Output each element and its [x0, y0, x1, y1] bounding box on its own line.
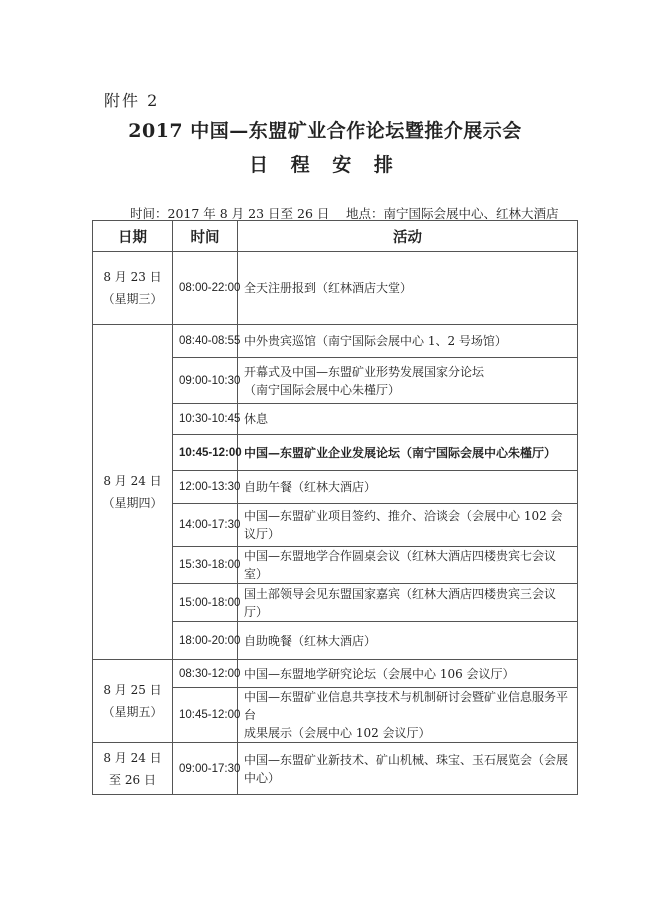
header-date: 日期	[93, 221, 173, 252]
weekday-line: （星期三）	[102, 292, 163, 306]
weekday-line: （星期五）	[102, 705, 163, 719]
time-cell: 09:00-10:30	[173, 358, 238, 404]
activity-cell	[238, 404, 578, 435]
time-cell: 08:00-22:00	[173, 252, 238, 325]
activity-cell	[238, 504, 578, 547]
table-row	[93, 325, 578, 358]
header-time: 时间	[173, 221, 238, 252]
activity-line: 自助午餐（红林大酒店）	[244, 480, 377, 494]
activity-cell	[238, 471, 578, 504]
schedule-table	[92, 220, 578, 795]
time-cell: 10:45-12:00	[173, 688, 238, 743]
time-cell: 09:00-17:30	[173, 743, 238, 795]
table-row	[93, 743, 578, 795]
activity-cell	[238, 688, 578, 743]
activity-cell	[238, 584, 578, 622]
time-cell: 10:30-10:45	[173, 404, 238, 435]
date-line: 8 月 24 日	[103, 474, 162, 488]
attachment-label: 附件 2	[104, 91, 160, 110]
date-line: 8 月 25 日	[103, 683, 162, 697]
activity-cell	[238, 743, 578, 795]
time-cell: 18:00-20:00	[173, 622, 238, 660]
page-title: 2017 中国—东盟矿业合作论坛暨推介展示会	[128, 120, 522, 142]
weekday-line: （星期四）	[102, 496, 163, 510]
activity-line: 中国—东盟地学研究论坛（会展中心 106 会议厅）	[244, 666, 515, 681]
time-info: 时间：2017 年 8 月 23 日至 26 日	[130, 206, 330, 221]
activity-cell	[238, 622, 578, 660]
table-row	[93, 660, 578, 688]
activity-cell	[238, 325, 578, 358]
table-row	[93, 252, 578, 325]
activity-line: 开幕式及中国—东盟矿业形势发展国家分论坛	[244, 364, 485, 379]
activity-line: 中国—东盟矿业项目签约、推介、洽谈会（会展中心 102 会议厅）	[244, 509, 563, 541]
table-header-row	[93, 221, 578, 252]
activity-line: 自助晚餐（红林大酒店）	[244, 633, 377, 648]
place-info: 地点：南宁国际会展中心、红林大酒店	[346, 206, 559, 221]
activity-cell	[238, 358, 578, 404]
time-cell: 08:40-08:55	[173, 325, 238, 358]
activity-cell	[238, 547, 578, 584]
date-cell	[93, 743, 173, 795]
activity-line: 中国—东盟矿业企业发展论坛（南宁国际会展中心朱槿厅）	[244, 445, 557, 460]
activity-line: 休息	[244, 412, 269, 426]
time-cell: 12:00-13:30	[173, 471, 238, 504]
time-cell: 15:00-18:00	[173, 584, 238, 622]
activity-cell	[238, 252, 578, 325]
header-activity: 活动	[238, 221, 578, 252]
date-cell	[93, 325, 173, 660]
date-line: 8 月 23 日	[103, 270, 162, 284]
time-cell: 08:30-12:00	[173, 660, 238, 688]
page-subtitle: 日 程 安 排	[249, 154, 401, 176]
activity-line: 中国—东盟地学合作圆桌会议（红林大酒店四楼贵宾七会议室）	[244, 549, 557, 581]
time-cell: 10:45-12:00	[173, 435, 238, 471]
activity-line: 全天注册报到（红林酒店大堂）	[244, 281, 413, 295]
date-cell	[93, 252, 173, 325]
activity-cell	[238, 435, 578, 471]
activity-line: 国土部领导会见东盟国家嘉宾（红林大酒店四楼贵宾三会议厅）	[244, 586, 557, 619]
date-cell	[93, 660, 173, 743]
activity-cell	[238, 660, 578, 688]
activity-line: 中国—东盟矿业新技术、矿山机械、珠宝、玉石展览会（会展中心）	[244, 752, 569, 785]
time-cell: 15:30-18:00	[173, 547, 238, 584]
time-cell: 14:00-17:30	[173, 504, 238, 547]
activity-line: 中国—东盟矿业信息共享技术与机制研讨会暨矿业信息服务平台	[244, 690, 569, 722]
activity-line: 成果展示（会展中心 102 会议厅）	[244, 726, 431, 740]
activity-line: （南宁国际会展中心朱槿厅）	[244, 382, 401, 397]
date-line: 8 月 24 日	[103, 750, 162, 765]
activity-line: 中外贵宾巡馆（南宁国际会展中心 1、2 号场馆）	[244, 334, 507, 348]
date-range-line: 至 26 日	[109, 772, 156, 787]
